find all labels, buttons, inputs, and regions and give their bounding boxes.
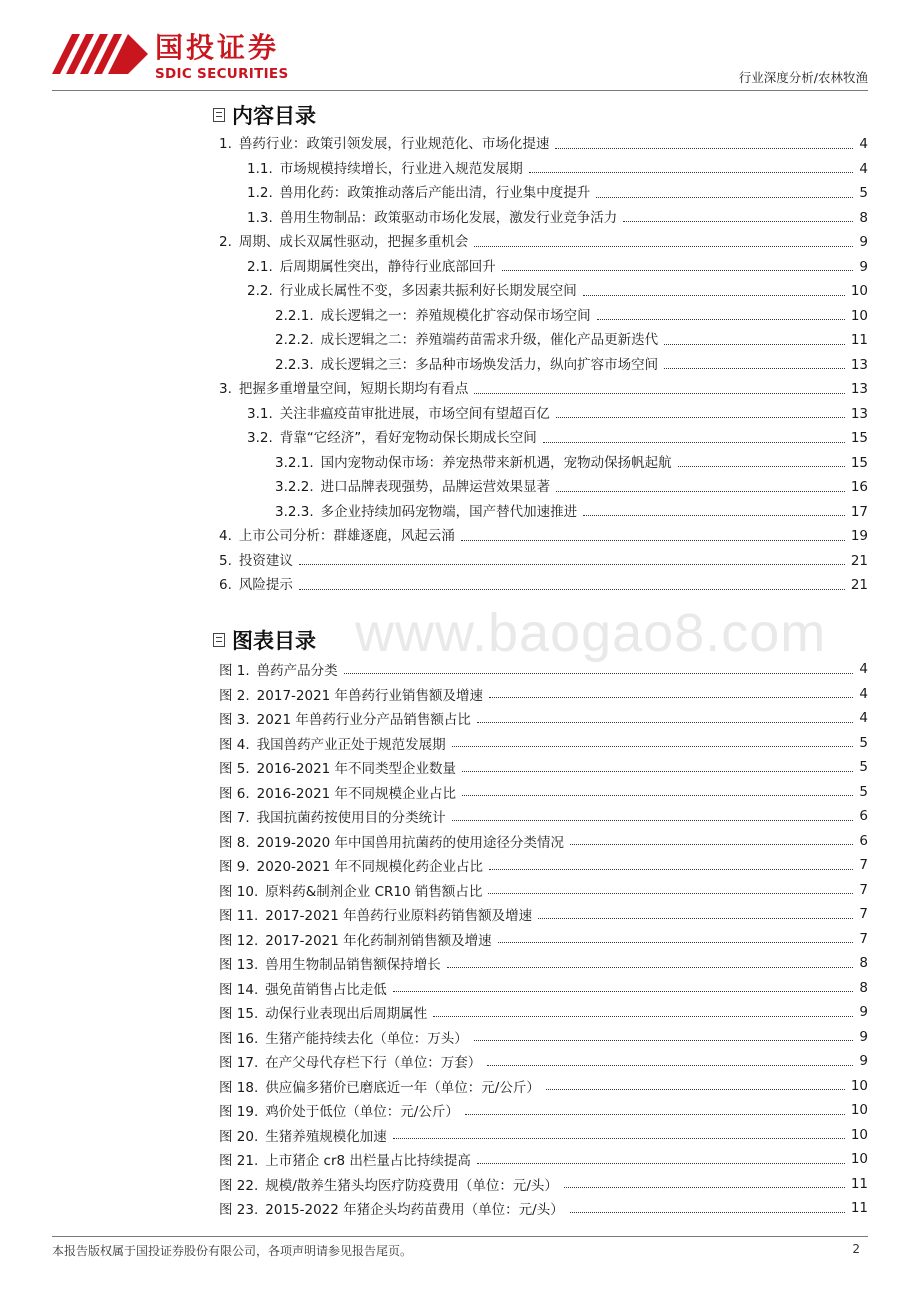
toc-entry[interactable]	[247, 402, 868, 427]
dot-leader	[393, 991, 854, 992]
toc-entry-number: 5.	[219, 552, 232, 569]
toc-entry[interactable]	[247, 157, 868, 182]
figure-entry[interactable]	[219, 878, 868, 903]
figure-entry-number: 图 15.	[219, 1006, 259, 1023]
figure-entry-title: 2021 年兽药行业分产品销售额占比	[256, 712, 471, 729]
figure-entry-title: 2015-2022 年猪企头均药苗费用（单位：元/头）	[265, 1202, 564, 1219]
figure-entry[interactable]	[219, 902, 868, 927]
figure-entry-number: 图 2.	[219, 687, 250, 704]
figure-entry[interactable]	[219, 1000, 868, 1025]
dot-leader	[299, 564, 845, 565]
toc-entry[interactable]	[219, 549, 868, 574]
toc-entry-number: 1.3.	[247, 209, 273, 226]
figure-entry-title: 2017-2021 年化药制剂销售额及增速	[265, 932, 492, 949]
figure-entry[interactable]	[219, 829, 868, 854]
dot-leader	[556, 491, 845, 492]
figure-entry[interactable]	[219, 1172, 868, 1197]
page-number: 2	[852, 1242, 860, 1256]
figure-entry[interactable]	[219, 657, 868, 682]
figure-entry-number: 图 11.	[219, 908, 259, 925]
figure-entry-number: 图 3.	[219, 712, 250, 729]
figures-heading	[213, 626, 316, 654]
dot-leader	[556, 417, 845, 418]
figure-entry-page: 9	[859, 1004, 868, 1021]
dot-leader	[597, 319, 845, 320]
figure-entry-number: 图 23.	[219, 1202, 259, 1219]
figure-entry-title: 2016-2021 年不同类型企业数量	[256, 761, 457, 778]
toc-entry[interactable]	[219, 230, 868, 255]
figure-entry-number: 图 19.	[219, 1104, 259, 1121]
toc-entry-number: 2.2.2.	[275, 332, 314, 349]
toc-entry-title: 兽用生物制品：政策驱动市场化发展，激发行业竞争活力	[279, 209, 618, 226]
toc-entry-page: 15	[850, 430, 868, 447]
toc-entry[interactable]	[247, 255, 868, 280]
figure-entry-title: 我国兽药产业正处于规范发展期	[256, 736, 446, 753]
figure-entry-page: 10	[850, 1151, 868, 1168]
dot-leader	[452, 820, 854, 821]
figure-entry[interactable]	[219, 853, 868, 878]
figure-entry-number: 图 13.	[219, 957, 259, 974]
figure-entry-page: 6	[859, 832, 868, 849]
dot-leader	[344, 673, 854, 674]
figure-entry[interactable]	[219, 1025, 868, 1050]
figure-entry-number: 图 20.	[219, 1128, 259, 1145]
figure-entry-number: 图 9.	[219, 859, 250, 876]
dot-leader	[462, 795, 853, 796]
figure-entry-title: 2016-2021 年不同规模企业占比	[256, 785, 457, 802]
dot-leader	[489, 697, 853, 698]
figure-entry-page: 11	[850, 1200, 868, 1217]
figure-entry-page: 6	[859, 808, 868, 825]
toc-entry-title: 进口品牌表现强势，品牌运营效果显著	[320, 479, 551, 496]
dot-leader	[477, 1163, 845, 1164]
toc-entry[interactable]	[247, 206, 868, 231]
figure-entry-page: 9	[859, 1028, 868, 1045]
dot-leader	[474, 393, 844, 394]
dot-leader	[393, 1138, 845, 1139]
figure-entry-title: 强免苗销售占比走低	[265, 981, 387, 998]
figure-entry-title: 上市猪企 cr8 出栏量占比持续提高	[265, 1153, 471, 1170]
toc-entry[interactable]	[275, 451, 868, 476]
header-divider	[52, 90, 868, 91]
report-category: 行业深度分析/农林牧渔	[738, 70, 868, 85]
figure-entry-page: 7	[859, 857, 868, 874]
footer-divider	[52, 1236, 868, 1237]
dot-leader	[488, 893, 853, 894]
toc-heading	[213, 101, 316, 129]
toc-entry-page: 13	[850, 381, 868, 398]
toc-entry-title: 投资建议	[238, 552, 293, 569]
dot-leader	[583, 295, 845, 296]
dot-leader	[447, 967, 854, 968]
dot-leader	[570, 1212, 845, 1213]
toc-entry[interactable]	[275, 500, 868, 525]
toc-entry[interactable]	[275, 475, 868, 500]
toc-entry[interactable]	[247, 181, 868, 206]
figure-entry-number: 图 18.	[219, 1079, 259, 1096]
figure-entry-page: 5	[859, 783, 868, 800]
toc-entry-number: 3.2.	[247, 430, 273, 447]
dot-leader	[555, 148, 853, 149]
figure-entry-number: 图 5.	[219, 761, 250, 778]
toc-entry-page: 13	[850, 405, 868, 422]
dot-leader	[623, 221, 853, 222]
dot-leader	[664, 368, 845, 369]
watermark: www.baogao8.com	[355, 603, 827, 663]
figure-entry-title: 供应偏多猪价已磨底近一年（单位：元/公斤）	[265, 1079, 540, 1096]
toc-entry-number: 3.2.1.	[275, 454, 314, 471]
toc-entry[interactable]	[219, 524, 868, 549]
figure-entry-page: 8	[859, 955, 868, 972]
figure-entry-page: 10	[850, 1102, 868, 1119]
toc-entry-title: 成长逻辑之一：养殖规模化扩容动保市场空间	[320, 307, 591, 324]
toc-entry-number: 3.2.2.	[275, 479, 314, 496]
figure-entry[interactable]	[219, 804, 868, 829]
figure-entry[interactable]	[219, 1049, 868, 1074]
figure-entry[interactable]	[219, 951, 868, 976]
toc-entry-number: 1.	[219, 136, 232, 153]
figure-entry-title: 兽用生物制品销售额保持增长	[265, 957, 441, 974]
toc-entry[interactable]	[247, 279, 868, 304]
dot-leader	[570, 844, 853, 845]
figure-entry-title: 2019-2020 年中国兽用抗菌药的使用途径分类情况	[256, 834, 565, 851]
figures-heading-text: 图表目录	[232, 629, 316, 653]
toc-entry-page: 8	[859, 209, 868, 226]
toc-entry-number: 2.	[219, 234, 232, 251]
figure-entry[interactable]	[219, 1074, 868, 1099]
dot-leader	[299, 589, 845, 590]
toc-entry-page: 11	[850, 332, 868, 349]
dot-leader	[465, 1114, 845, 1115]
dot-leader	[489, 869, 853, 870]
toc-entry-title: 成长逻辑之三：多品种市场焕发活力，纵向扩容市场空间	[320, 356, 659, 373]
figure-entry-title: 2020-2021 年不同规模化药企业占比	[256, 859, 484, 876]
dot-leader	[502, 270, 854, 271]
toc-entry-page: 4	[859, 160, 868, 177]
logo-stripes-icon	[52, 34, 148, 74]
dot-leader	[664, 344, 845, 345]
logo-chinese-name: 国投证券	[155, 31, 280, 64]
figure-entry[interactable]	[219, 976, 868, 1001]
dot-leader	[487, 1065, 853, 1066]
toc-entry-title: 市场规模持续增长，行业进入规范发展期	[279, 160, 523, 177]
figure-entry-number: 图 4.	[219, 736, 250, 753]
toc-entry-title: 上市公司分析：群雄逐鹿，风起云涌	[238, 528, 455, 545]
figure-entry[interactable]	[219, 1098, 868, 1123]
toc-entry-title: 行业成长属性不变，多因素共振利好长期发展空间	[279, 283, 577, 300]
figure-entry-title: 动保行业表现出后周期属性	[265, 1006, 428, 1023]
figure-entry-page: 8	[859, 979, 868, 996]
figure-entry-page: 7	[859, 906, 868, 923]
figure-entry-page: 5	[859, 734, 868, 751]
dot-leader	[433, 1016, 853, 1017]
figure-entry-number: 图 17.	[219, 1055, 259, 1072]
toc-entry[interactable]	[275, 353, 868, 378]
toc-entry[interactable]	[219, 377, 868, 402]
toc-entry[interactable]	[219, 573, 868, 598]
figure-entry-page: 4	[859, 685, 868, 702]
dot-leader	[474, 246, 853, 247]
figure-entry[interactable]	[219, 927, 868, 952]
toc-entry-number: 2.2.	[247, 283, 273, 300]
toc-entry-number: 1.2.	[247, 185, 273, 202]
toc-entry-number: 1.1.	[247, 160, 273, 177]
toc-entry-page: 9	[859, 258, 868, 275]
figure-entry-title: 生猪产能持续去化（单位：万头）	[265, 1030, 468, 1047]
dot-leader	[564, 1187, 845, 1188]
figure-entry[interactable]	[219, 682, 868, 707]
figure-entry-page: 7	[859, 881, 868, 898]
toc-entry-title: 风险提示	[238, 577, 293, 594]
figure-entry-title: 我国抗菌药按使用目的分类统计	[256, 810, 446, 827]
document-icon	[213, 633, 225, 647]
figure-entry-page: 10	[850, 1077, 868, 1094]
toc-entry-number: 2.1.	[247, 258, 273, 275]
figure-entry-number: 图 22.	[219, 1177, 259, 1194]
dot-leader	[546, 1089, 845, 1090]
figure-entry-number: 图 12.	[219, 932, 259, 949]
figure-entry-title: 2017-2021 年兽药行业原料药销售额及增速	[265, 908, 533, 925]
toc-entry-page: 5	[859, 185, 868, 202]
toc-entry-page: 21	[850, 577, 868, 594]
toc-entry-page: 4	[859, 136, 868, 153]
figure-entry-page: 10	[850, 1126, 868, 1143]
toc-entry-page: 16	[850, 479, 868, 496]
toc-entry-page: 21	[850, 552, 868, 569]
dot-leader	[529, 172, 854, 173]
dot-leader	[462, 771, 853, 772]
toc-heading-text: 内容目录	[232, 104, 316, 128]
dot-leader	[477, 722, 854, 723]
document-icon	[213, 108, 225, 122]
toc-entry[interactable]	[275, 304, 868, 329]
figure-entry[interactable]	[219, 731, 868, 756]
figure-entry-page: 11	[850, 1175, 868, 1192]
figure-entry-number: 图 6.	[219, 785, 250, 802]
dot-leader	[583, 515, 845, 516]
footer-disclaimer: 本报告版权属于国投证券股份有限公司，各项声明请参见报告尾页。	[52, 1244, 413, 1258]
figure-entry-number: 图 21.	[219, 1153, 259, 1170]
figure-entry-page: 4	[859, 661, 868, 678]
figure-entry-title: 鸡价处于低位（单位：元/公斤）	[265, 1104, 459, 1121]
toc-entry-page: 15	[850, 454, 868, 471]
figure-entry[interactable]	[219, 706, 868, 731]
toc-entry-title: 成长逻辑之二：养殖端药苗需求升级，催化产品更新迭代	[320, 332, 659, 349]
toc-entry-number: 2.2.1.	[275, 307, 314, 324]
toc-entry-title: 周期、成长双属性驱动，把握多重机会	[238, 234, 469, 251]
figure-entry-number: 图 16.	[219, 1030, 259, 1047]
toc-entry[interactable]	[247, 426, 868, 451]
company-logo	[52, 32, 302, 84]
toc-entry-number: 4.	[219, 528, 232, 545]
toc-entry-page: 19	[850, 528, 868, 545]
figure-entry-page: 4	[859, 710, 868, 727]
toc-entry-title: 多企业持续加码宠物端，国产替代加速推进	[320, 503, 578, 520]
toc-entry-number: 3.1.	[247, 405, 273, 422]
figure-entry-page: 7	[859, 930, 868, 947]
figure-entry-page: 5	[859, 759, 868, 776]
toc-entry-page: 9	[859, 234, 868, 251]
toc-entry-title: 兽药行业：政策引领发展，行业规范化、市场化提速	[238, 136, 550, 153]
toc-entry-title: 把握多重增量空间，短期长期均有看点	[238, 381, 469, 398]
toc-entry-number: 3.	[219, 381, 232, 398]
toc-entry-page: 10	[850, 283, 868, 300]
figure-entry-title: 2017-2021 年兽药行业销售额及增速	[256, 687, 484, 704]
figure-entry-title: 原料药&制剂企业 CR10 销售额占比	[265, 883, 483, 900]
figure-entry[interactable]	[219, 780, 868, 805]
dot-leader	[498, 942, 854, 943]
toc-entry-title: 后周期属性突出，静待行业底部回升	[279, 258, 496, 275]
figure-entry[interactable]	[219, 1123, 868, 1148]
toc-entry-title: 兽用化药：政策推动落后产能出清，行业集中度提升	[279, 185, 591, 202]
dot-leader	[543, 442, 845, 443]
figure-entry-number: 图 1.	[219, 663, 250, 680]
figure-entry-title: 在产父母代存栏下行（单位：万套）	[265, 1055, 482, 1072]
toc-entry-page: 13	[850, 356, 868, 373]
figure-entry-number: 图 8.	[219, 834, 250, 851]
toc-entry-title: 关注非瘟疫苗审批进展，市场空间有望超百亿	[279, 405, 550, 422]
dot-leader	[474, 1040, 854, 1041]
toc-entry-title: 国内宠物动保市场：养宠热带来新机遇，宠物动保扬帆起航	[320, 454, 672, 471]
toc-entry-title: 背靠“它经济”，看好宠物动保长期成长空间	[279, 430, 537, 447]
logo-english-name: SDIC SECURITIES	[155, 66, 289, 82]
figure-entry[interactable]	[219, 755, 868, 780]
toc-entry-number: 3.2.3.	[275, 503, 314, 520]
figure-entry-title: 规模/散养生猪头均医疗防疫费用（单位：元/头）	[265, 1177, 558, 1194]
figure-entry-number: 图 10.	[219, 883, 259, 900]
figure-entry[interactable]	[219, 1196, 868, 1221]
dot-leader	[596, 197, 853, 198]
toc-entry[interactable]	[219, 132, 868, 157]
toc-entry-page: 17	[850, 503, 868, 520]
toc-entry-number: 2.2.3.	[275, 356, 314, 373]
toc-entry[interactable]	[275, 328, 868, 353]
dot-leader	[461, 540, 845, 541]
figure-entry-number: 图 7.	[219, 810, 250, 827]
figure-entry-title: 兽药产品分类	[256, 663, 338, 680]
figure-entry-title: 生猪养殖规模化加速	[265, 1128, 387, 1145]
figure-entry-number: 图 14.	[219, 981, 259, 998]
dot-leader	[538, 918, 853, 919]
toc-entry-number: 6.	[219, 577, 232, 594]
figure-entry[interactable]	[219, 1147, 868, 1172]
dot-leader	[452, 746, 854, 747]
dot-leader	[678, 466, 845, 467]
figure-entry-page: 9	[859, 1053, 868, 1070]
toc-entry-page: 10	[850, 307, 868, 324]
